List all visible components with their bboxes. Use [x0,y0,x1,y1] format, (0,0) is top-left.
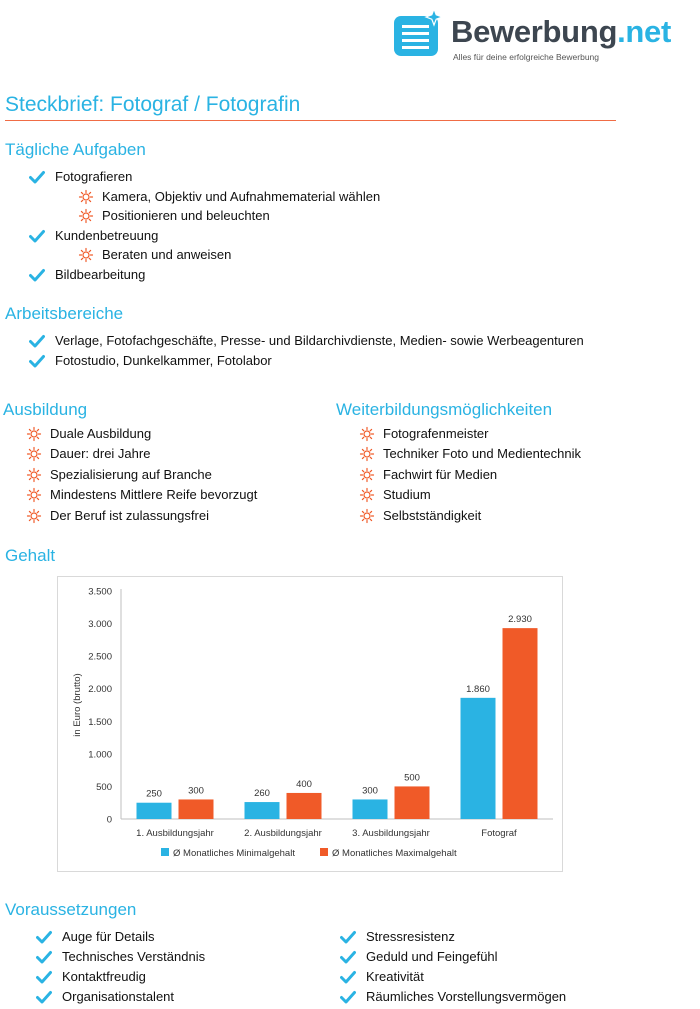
list-item-label: Geduld und Feingefühl [366,949,498,964]
salary-chart [57,576,563,872]
lightbulb-icon [359,467,375,483]
list-item-label: Studium [383,487,431,502]
bar-value-label: 300 [362,785,378,797]
page-title: Steckbrief: Fotograf / Fotografin [5,93,301,116]
list-item-label: Kamera, Objektiv und Aufnahmematerial wählen [102,189,381,204]
lightbulb-icon [26,467,42,483]
list-item-label: Technisches Verständnis [62,949,206,964]
bar-value-label: 260 [254,788,270,800]
bar [461,698,496,819]
list-item-label: Fotografenmeister [383,426,489,441]
salary-bar-chart [58,577,564,873]
bar [353,799,388,819]
lightbulb-icon [26,487,42,503]
y-tick-label: 500 [96,781,112,793]
list-item-label: Auge für Details [62,929,155,944]
list-item-label: Beraten und anweisen [102,247,232,262]
checkmark-icon [36,949,52,965]
legend-label: Ø Monatliches Maximalgehalt [332,848,457,859]
list-item-label: Der Beruf ist zulassungsfrei [50,508,209,523]
list-item-label: Spezialisierung auf Branche [50,467,212,482]
y-axis-label: in Euro (brutto) [72,673,83,737]
lightbulb-icon [78,208,94,224]
brand-logo [393,4,698,66]
checkmark-icon [29,267,45,283]
section-heading-gehalt: Gehalt [5,546,56,565]
list-item-label: Kreativität [366,969,424,984]
list-item-label: Fotografieren [55,169,133,184]
section-heading-ausbildung: Ausbildung [3,400,88,419]
list-item-label: Fotostudio, Dunkelkammer, Fotolabor [55,353,272,368]
checkmark-icon [340,969,356,985]
list-item-label: Organisationstalent [62,989,175,1004]
legend-swatch [320,848,328,856]
checkmark-icon [36,989,52,1005]
lightbulb-icon [359,446,375,462]
lightbulb-icon [78,247,94,263]
x-tick-label: 1. Ausbildungsjahr [136,828,214,839]
list-item-label: Räumliches Vorstellungsvermögen [366,989,567,1004]
bar-value-label: 1.860 [466,683,490,695]
bar-value-label: 500 [404,772,420,784]
y-tick-label: 3.000 [88,619,112,631]
lightbulb-icon [359,426,375,442]
checkmark-icon [340,949,356,965]
checkmark-icon [29,228,45,244]
title-divider [5,120,616,121]
bar [503,628,538,819]
y-tick-label: 2.000 [88,684,112,696]
bar [179,799,214,819]
lightbulb-icon [26,426,42,442]
x-tick-label: 2. Ausbildungsjahr [244,828,322,839]
y-tick-label: 1.000 [88,749,112,761]
checkmark-icon [36,929,52,945]
bar-value-label: 300 [188,785,204,797]
list-item-label: Dauer: drei Jahre [50,446,151,461]
y-tick-label: 1.500 [88,716,112,728]
list-item-label: Kontaktfreudig [62,969,146,984]
section-heading-weiterbildung: Weiterbildungsmöglichkeiten [336,400,553,419]
y-tick-label: 3.500 [88,586,112,598]
x-tick-label: 3. Ausbildungsjahr [352,828,430,839]
list-item-label: Fachwirt für Medien [383,467,498,482]
lightbulb-icon [78,189,94,205]
bar-value-label: 250 [146,788,162,800]
section-heading-voraussetzungen: Voraussetzungen [5,900,137,919]
legend-label: Ø Monatliches Minimalgehalt [173,848,295,859]
checkmark-icon [340,989,356,1005]
y-tick-label: 2.500 [88,651,112,663]
section-heading-taegliche-aufgaben: Tägliche Aufgaben [5,140,146,159]
bar [245,802,280,819]
list-item-label: Techniker Foto und Medientechnik [383,446,582,461]
list-item-label: Duale Ausbildung [50,426,152,441]
list-item-label: Selbstständigkeit [383,508,482,523]
lightbulb-icon [26,446,42,462]
checkmark-icon [340,929,356,945]
bar-value-label: 400 [296,778,312,790]
legend-swatch [161,848,169,856]
bar [137,803,172,819]
brand-tagline: Alles für deine erfolgreiche Bewerbung [453,52,600,62]
lightbulb-icon [359,508,375,524]
checkmark-icon [29,169,45,185]
x-tick-label: Fotograf [481,828,517,839]
y-tick-label: 0 [106,814,112,826]
bar [395,786,430,819]
bar-value-label: 2.930 [508,614,532,626]
lightbulb-icon [359,487,375,503]
list-item-label: Kundenbetreuung [55,228,159,243]
list-item-label: Mindestens Mittlere Reife bevorzugt [50,487,258,502]
document-sparkle-icon [393,8,447,60]
checkmark-icon [29,333,45,349]
section-heading-arbeitsbereiche: Arbeitsbereiche [5,304,124,323]
checkmark-icon [36,969,52,985]
list-item-label: Verlage, Fotofachgeschäfte, Presse- und Bildarchivdienste, Medien- sowie Werbeagenturen [55,333,584,348]
checkmark-icon [29,353,45,369]
bar [287,793,322,819]
list-item-label: Positionieren und beleuchten [102,208,270,223]
lightbulb-icon [26,508,42,524]
list-item-label: Stressresistenz [366,929,455,944]
list-item-label: Bildbearbeitung [55,267,146,282]
brand-name: Bewerbung.net [451,14,672,49]
